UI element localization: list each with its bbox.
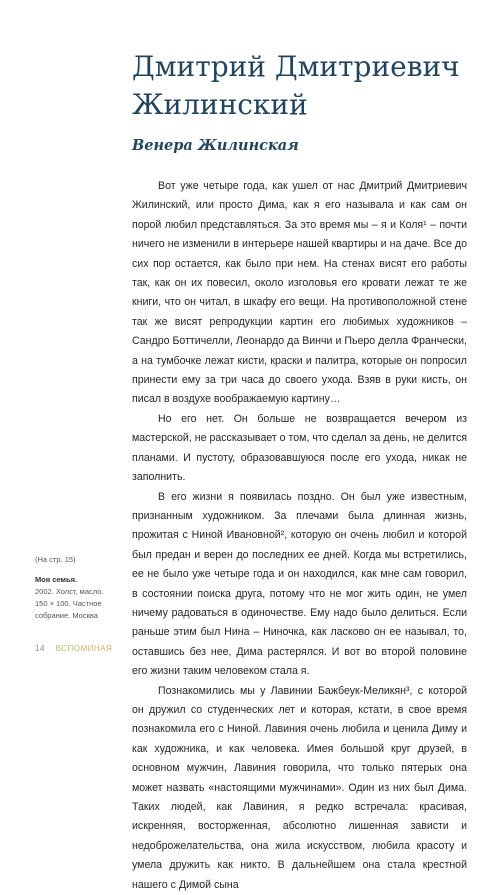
article-body bbox=[132, 177, 467, 895]
caption-title: Моя семья. bbox=[35, 575, 78, 584]
paragraph: Вот уже четыре года, как ушел от нас Дмитрий Дмитриевич Жилинский, или просто Дима, как я его называла и как сам он порой любил представляться. За это время мы – я и Коля¹ – почти ничего не изменили в интерьере нашей квартиры и на даче. Все до сих пор остается, как было при нем. На стенах висят его работы так, как он их повесил, около изголовья его кровати лежат те же книги, что он читал, в шкафу его вещи. На противоположной стене так же висят репродукции картин его любимых художников – Сандро Боттичелли, Леонардо да Винчи и Пьеро делла Франчески, а на тумбочке лежат кисти, краски и палитра, которые он попросил принести ему за три часа до своего ухода. Взяв в руки кисть, он писал в воздухе воображаемую картину… bbox=[132, 180, 467, 406]
paragraph: В его жизни я появилась поздно. Он был уже известным, признанным художником. За плечами была длинная жизнь, прожитая с Ниной Ивановной², которую он очень любил и которой был предан и верен до последних ее дней. Когда мы встретились, ее не было уже четыре года и он находился, как мне сам говорил, в состоянии поиска друга, потому что не мог жить один, не умел ничему радоваться в одиночестве. Ему надо было делиться. Если раньше этим был Нина – Ниночка, как ласково он ее называл, то, оставшись без нее, Дима растерялся. И вот во второй половине его жизни таким человеком стала я. bbox=[132, 490, 467, 678]
paragraph: Познакомились мы у Лавинии Бажбеук-Меликян³, с которой он дружил со студенческих лет и которая, кстати, в свое время познакомила его с Ниной. Лавиния очень любила и ценила Диму и как художника, и как человека. Имея большой круг друзей, в основном мужчин, Лавиния говорила, что только пятерых она может назвать «настоящими мужчинами». Один из них был Дима. Таких людей, как Лавиния, я редко встречала: красивая, искренняя, восторженная, абсолютно лишенная зависти и недоброжелательства, она жила искусством, любила красоту и умела дружить как никто. В дальнейшем она стала крестной нашего с Димой сына bbox=[132, 684, 467, 891]
page-reference: (На стр. 15) bbox=[35, 555, 76, 564]
paragraph: Но его нет. Он больше не возвращается вечером из мастерской, не рассказывает о том, что сделал за день, не делится планами. И пустоту, образовавшуюся после его ухода, никак не заполнить. bbox=[132, 412, 467, 484]
caption-line: 2002. Холст, масло. bbox=[35, 587, 104, 596]
page-number: 14 bbox=[35, 644, 45, 653]
image-caption bbox=[35, 574, 125, 622]
page-title bbox=[132, 48, 460, 124]
article-author: Венера Жилинская bbox=[132, 137, 299, 154]
title-line-1: Дмитрий Дмитриевич bbox=[132, 50, 460, 83]
title-line-2: Жилинский bbox=[132, 88, 308, 121]
section-name: ВСПОМИНАЯ bbox=[55, 644, 113, 653]
caption-line: собрание. Москва bbox=[35, 611, 98, 620]
page-footer bbox=[35, 644, 112, 653]
caption-line: 150 × 100. Частное bbox=[35, 599, 102, 608]
